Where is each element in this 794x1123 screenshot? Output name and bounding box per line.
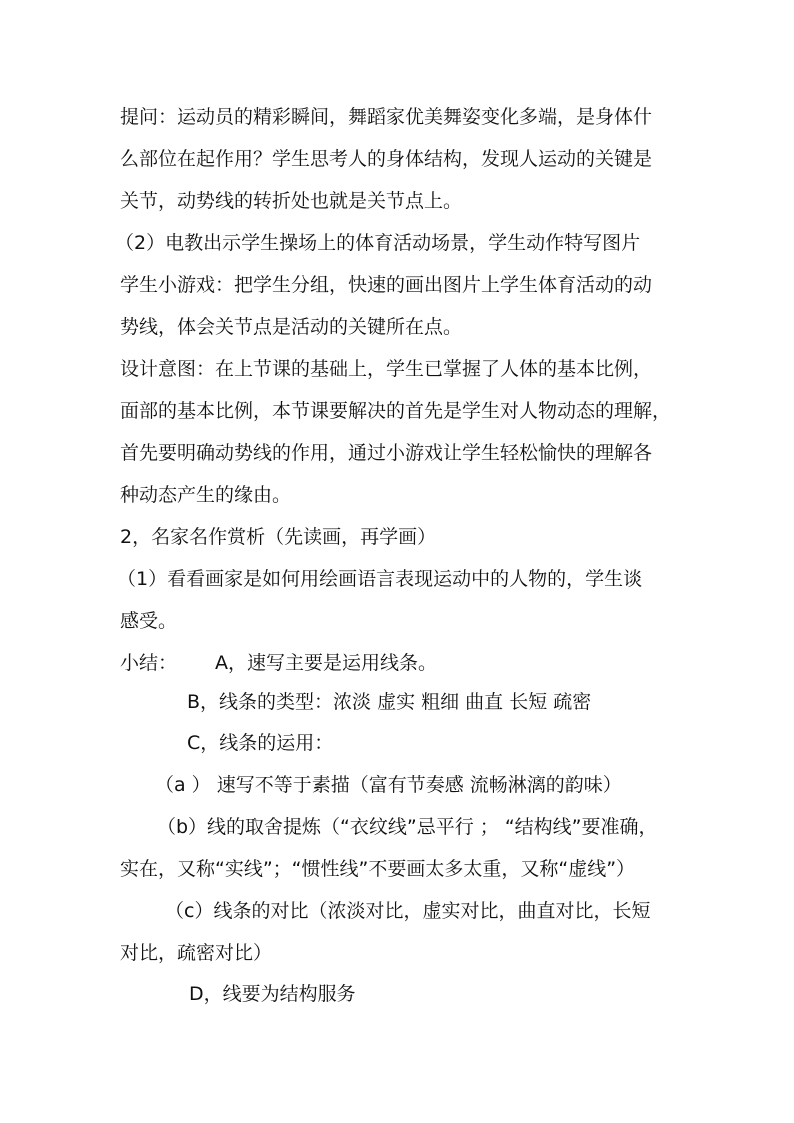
sub-item-b: （b）线的取舍提炼（“衣纹线”忌平行 ； “结构线”要准确， bbox=[157, 816, 658, 838]
paragraph-line: 关节，动势线的转折处也就是关节点上。 bbox=[120, 190, 463, 212]
paragraph-line: 学生小游戏：把学生分组，快速的画出图片上学生体育活动的动 bbox=[120, 274, 653, 296]
paragraph-line: 实在，又称“实线”；“惯性线”不要画太多太重，又称“虚线”） bbox=[120, 858, 636, 880]
section-heading: 2，名家名作赏析（先读画，再学画） bbox=[120, 526, 437, 548]
paragraph-line: 势线，体会关节点是活动的关键所在点。 bbox=[120, 316, 463, 338]
sub-item-a: （a ） 速写不等于素描（富有节奏感 流畅淋漓的韵味） bbox=[155, 774, 622, 796]
paragraph-line: 种动态产生的缘由。 bbox=[120, 484, 292, 506]
paragraph-line: （1）看看画家是如何用绘画语言表现运动中的人物的，学生谈 bbox=[117, 568, 643, 590]
paragraph-line: 提问：运动员的精彩瞬间，舞蹈家优美舞姿变化多端，是身体什 bbox=[120, 106, 653, 128]
summary-item-c: C，线条的运用： bbox=[187, 732, 334, 754]
summary-item-b: B，线条的类型：浓淡 虚实 粗细 曲直 长短 疏密 bbox=[187, 691, 592, 713]
paragraph-line: 设计意图：在上节课的基础上，学生已掌握了人体的基本比例， bbox=[120, 358, 653, 380]
summary-item-d: D，线要为结构服务 bbox=[189, 983, 356, 1005]
summary-label: 小结： bbox=[120, 652, 178, 674]
paragraph-line: 么部位在起作用？学生思考人的身体结构，发现人运动的关键是 bbox=[120, 148, 653, 170]
summary-line bbox=[120, 651, 437, 675]
paragraph-line: 对比，疏密对比） bbox=[120, 942, 273, 964]
paragraph-line: 面部的基本比例，本节课要解决的首先是学生对人物动态的理解， bbox=[120, 400, 672, 422]
summary-item-a: A，速写主要是运用线条。 bbox=[215, 652, 437, 674]
paragraph-line: 首先要明确动势线的作用，通过小游戏让学生轻松愉快的理解各 bbox=[120, 442, 653, 464]
paragraph-line: 感受。 bbox=[120, 610, 178, 632]
paragraph-line: （2）电教出示学生操场上的体育活动场景，学生动作特写图片 bbox=[115, 232, 641, 254]
sub-item-c: （c）线条的对比（浓淡对比，虚实对比，曲直对比，长短 bbox=[165, 900, 651, 922]
